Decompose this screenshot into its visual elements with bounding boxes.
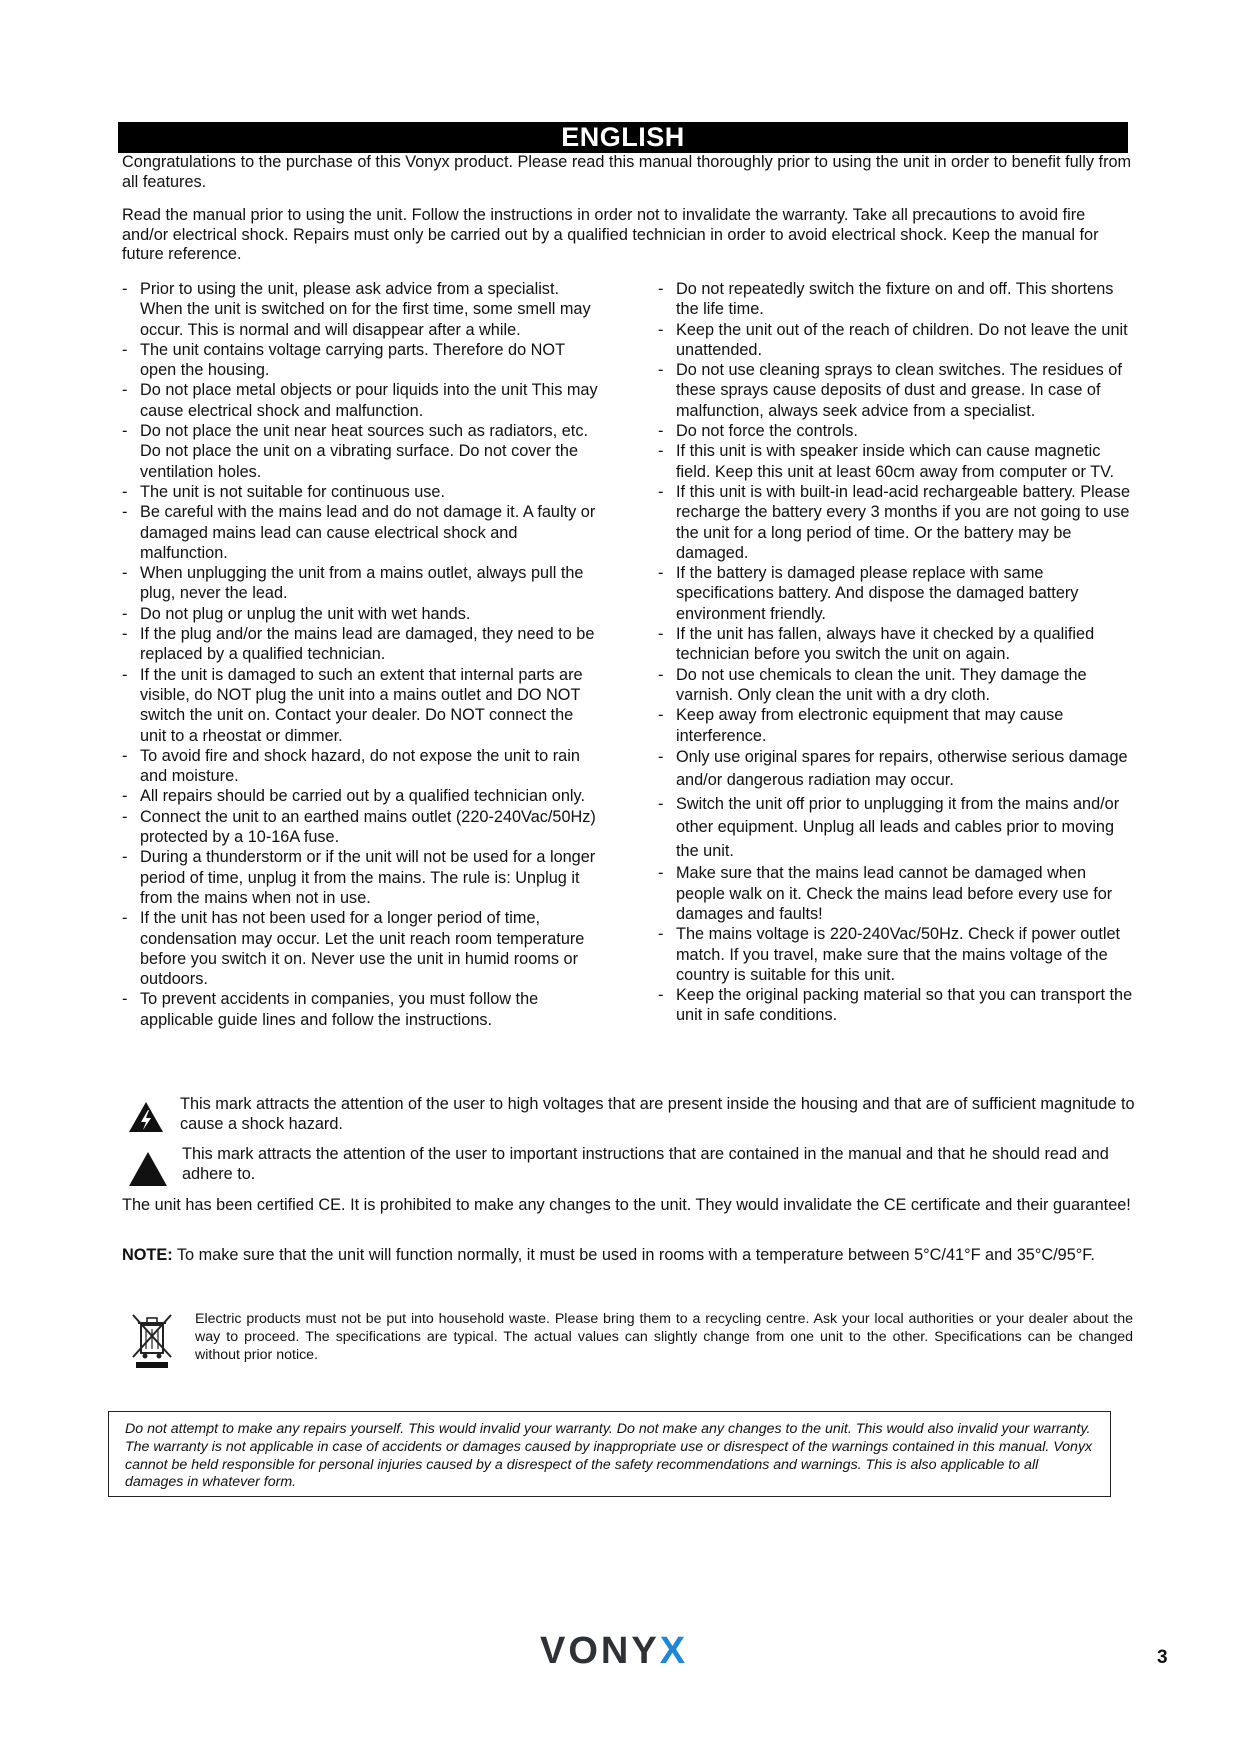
safety-item: - The unit is not suitable for continuous use. [122,482,600,502]
safety-item: - To prevent accidents in companies, you must follow the applicable guide lines and follow the instructions. [122,989,600,1030]
note-label: NOTE: [122,1246,173,1264]
logo-wordmark: VONYX [540,1630,689,1672]
instructions-warning-text: This mark attracts the attention of the user to important instructions that are contained in the manual and that he should read and adhere to. [182,1145,1109,1183]
language-banner: ENGLISH [118,122,1128,153]
warranty-disclaimer-text: Do not attempt to make any repairs yourself. This would invalid your warranty. Do not make any changes to the unit. This would also invalid your warranty. The warranty is not applicable in case of accidents or damages caused by inappropriate use or disrespect of the warnings contained in this manual. Vonyx cannot be held responsible for personal injuries caused by a disrespect of the safety recommendations and warnings. This is also applicable to all damages in whatever form. [125,1421,1093,1491]
safety-item: - Do not repeatedly switch the fixture on and off. This shortens the life time. [658,279,1133,320]
safety-item: - If the unit is damaged to such an extent that internal parts are visible, do NOT plug the unit into a mains outlet and DO NOT switch the unit on. Contact your dealer. Do NOT connect the unit to a rheostat or dimmer. [122,665,600,746]
safety-item: - Do not force the controls. [658,421,1133,441]
safety-item: - Prior to using the unit, please ask advice from a specialist. When the unit is switched on for the first time, some smell may occur. This is normal and will disappear after a while. [122,279,600,340]
voltage-warning [128,1095,1133,1135]
safety-item: - All repairs should be carried out by a qualified technician only. [122,786,600,806]
safety-item: - Do not place metal objects or pour liquids into the unit This may cause electrical shock and malfunction. [122,380,600,421]
safety-item: - Make sure that the mains lead cannot be damaged when people walk on it. Check the mains lead before every use for damages and faults! [658,863,1133,924]
warranty-disclaimer-box [108,1411,1111,1497]
crossed-bin-icon [130,1311,174,1369]
safety-item: - The unit contains voltage carrying parts. Therefore do NOT open the housing. [122,340,600,381]
safety-item: - Do not use cleaning sprays to clean switches. The residues of these sprays cause deposits of dust and grease. In case of malfunction, always seek advice from a specialist. [658,360,1133,421]
vonyx-logo-mark [538,1630,718,1672]
safety-item: - Connect the unit to an earthed mains outlet (220-240Vac/50Hz) protected by a 10-16A fuse. [122,807,600,848]
safety-item: - When unplugging the unit from a mains outlet, always pull the plug, never the lead. [122,563,600,604]
safety-item: - During a thunderstorm or if the unit will not be used for a longer period of time, unplug it from the mains. The rule is: Unplug it from the mains when not in use. [122,847,600,908]
high-voltage-icon [128,1101,164,1133]
safety-item: - The mains voltage is 220-240Vac/50Hz. Check if power outlet match. If you travel, make sure that the mains voltage of the country is suitable for this unit. [658,924,1133,985]
instructions-paragraph: Read the manual prior to using the unit. Follow the instructions in order not to invalidate the warranty. Take all precautions to avoid fire and/or electrical shock. Repairs must only be carried out by a qualified technician in order to avoid electrical shock. Keep the manual for future reference. [122,206,1099,264]
recycling-notice [130,1311,1133,1371]
safety-item: - Keep away from electronic equipment that may cause interference. [658,705,1133,746]
ce-statement: The unit has been certified CE. It is prohibited to make any changes to the unit. They would invalidate the CE certificate and their guarantee! [122,1196,1131,1214]
safety-item: - Do not plug or unplug the unit with wet hands. [122,604,600,624]
voltage-warning-text: This mark attracts the attention of the user to high voltages that are present inside the housing and that are of sufficient magnitude to cause a shock hazard. [180,1095,1135,1133]
safety-item: - Switch the unit off prior to unplugging it from the mains and/or other equipment. Unplug all leads and cables prior to moving the unit. [658,793,1133,864]
safety-item: - If the unit has not been used for a longer period of time, condensation may occur. Let the unit reach room temperature before you switch it on. Never use the unit in humid rooms or outdoors. [122,908,600,989]
safety-item: - If this unit is with speaker inside which can cause magnetic field. Keep this unit at least 60cm away from computer or TV. [658,441,1133,482]
safety-item: - Keep the unit out of the reach of children. Do not leave the unit unattended. [658,320,1133,361]
page-number: 3 [1157,1647,1168,1668]
exclamation-triangle-icon [128,1151,168,1187]
safety-item: - If the unit has fallen, always have it checked by a qualified technician before you switch the unit on again. [658,624,1133,665]
safety-item: - Be careful with the mains lead and do not damage it. A faulty or damaged mains lead can cause electrical shock and malfunction. [122,502,600,563]
recycling-text: Electric products must not be put into household waste. Please bring them to a recycling centre. Ask your local authorities or your dealer about the way to proceed. The specifications are typical. The actual values can slightly change from one unit to the other. Specifications can be changed without prior notice. [195,1311,1133,1363]
safety-item: - Do not use chemicals to clean the unit. They damage the varnish. Only clean the unit with a dry cloth. [658,665,1133,706]
safety-item: - If the battery is damaged please replace with same specifications battery. And dispose the damaged battery environment friendly. [658,563,1133,624]
safety-list-right [658,279,1133,1026]
safety-item: - Do not place the unit near heat sources such as radiators, etc. Do not place the unit on a vibrating surface. Do not cover the ventilation holes. [122,421,600,482]
safety-item: - Only use original spares for repairs, otherwise serious damage and/or dangerous radiation may occur. [658,746,1133,793]
safety-item: - If this unit is with built-in lead-acid rechargeable battery. Please recharge the battery every 3 months if you are not going to use the unit for a long period of time. Or the battery may be damaged. [658,482,1133,563]
instructions-warning [128,1145,1133,1185]
safety-item: - If the plug and/or the mains lead are damaged, they need to be replaced by a qualified technician. [122,624,600,665]
safety-list-left [122,279,600,1030]
brand-logo [538,1630,718,1672]
intro-paragraph: Congratulations to the purchase of this Vonyx product. Please read this manual thoroughly prior to using the unit in order to benefit fully from all features. [122,153,1132,191]
safety-item: - Keep the original packing material so that you can transport the unit in safe conditions. [658,985,1133,1026]
note-text: To make sure that the unit will function normally, it must be used in rooms with a temperature between 5°C/41°F and 35°C/95°F. [172,1246,1095,1264]
temperature-note [122,1246,1132,1266]
safety-item: - To avoid fire and shock hazard, do not expose the unit to rain and moisture. [122,746,600,787]
